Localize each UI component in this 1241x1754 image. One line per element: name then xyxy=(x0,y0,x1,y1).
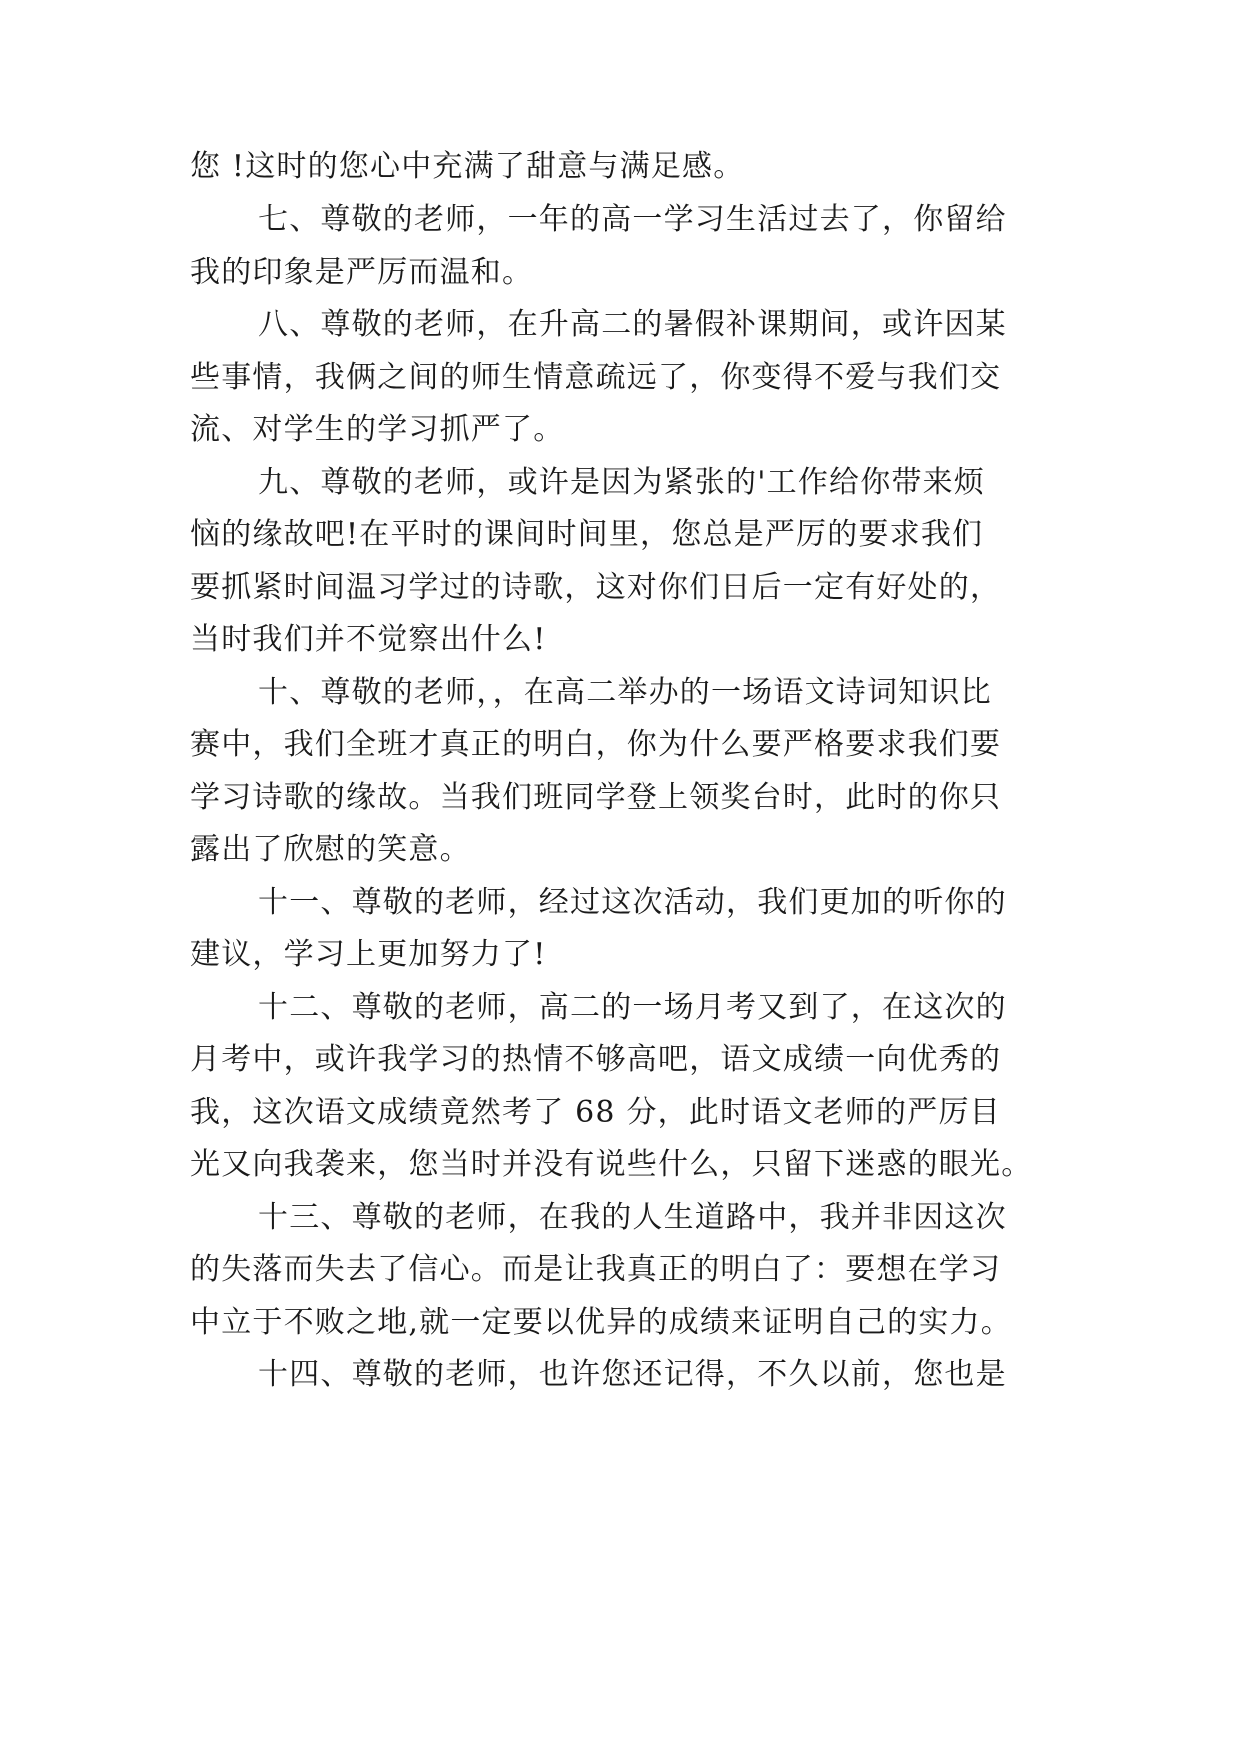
text-line: 当时我们并不觉察出什么! xyxy=(190,622,547,657)
document-page xyxy=(190,0,1060,1754)
paragraph-start: 八、尊敬的老师，在升高二的暑假补课期间，或许因某 xyxy=(258,307,1007,342)
paragraph-start: 十三、尊敬的老师，在我的人生道路中，我并非因这次 xyxy=(258,1200,1007,1235)
paragraph-start: 十一、尊敬的老师，经过这次活动，我们更加的听你的 xyxy=(258,885,1007,920)
paragraph-start: 十二、尊敬的老师，高二的一场月考又到了，在这次的 xyxy=(258,990,1007,1025)
text-line: 些事情，我俩之间的师生情意疏远了，你变得不爱与我们交 xyxy=(190,360,1002,395)
text-line: 中立于不败之地,就一定要以优异的成绩来证明自己的实力。 xyxy=(190,1305,1012,1340)
text-line: 月考中，或许我学习的热情不够高吧，语文成绩一向优秀的 xyxy=(190,1042,1002,1077)
text-line: 光又向我袭来，您当时并没有说些什么，只留下迷惑的眼光。 xyxy=(190,1147,1033,1182)
text-line: 恼的缘故吧!在平时的课间时间里，您总是严厉的要求我们 xyxy=(190,517,984,552)
paragraph-start: 十四、尊敬的老师，也许您还记得，不久以前，您也是 xyxy=(258,1357,1007,1392)
text-line: 学习诗歌的缘故。当我们班同学登上领奖台时，此时的你只 xyxy=(190,780,1002,815)
text-line: 流、对学生的学习抓严了。 xyxy=(190,412,565,447)
paragraph-start: 十、尊敬的老师，，在高二举办的一场语文诗词知识比 xyxy=(258,675,992,710)
text-line: 露出了欣慰的笑意。 xyxy=(190,832,471,867)
text-line: 您 !这时的您心中充满了甜意与满足感。 xyxy=(190,149,745,184)
text-line: 要抓紧时间温习学过的诗歌，这对你们日后一定有好处的， xyxy=(190,570,1002,605)
text-line: 我，这次语文成绩竟然考了 68 分，此时语文老师的严厉目 xyxy=(190,1095,1001,1130)
text-line: 的失落而失去了信心。而是让我真正的明白了：要想在学习 xyxy=(190,1252,1002,1287)
text-line: 建议，学习上更加努力了! xyxy=(190,937,547,972)
text-line: 赛中，我们全班才真正的明白，你为什么要严格要求我们要 xyxy=(190,727,1002,762)
paragraph-start: 九、尊敬的老师，或许是因为紧张的'工作给你带来烦 xyxy=(258,465,986,500)
paragraph-start: 七、尊敬的老师，一年的高一学习生活过去了，你留给 xyxy=(258,202,1007,237)
text-line: 我的印象是严厉而温和。 xyxy=(190,255,534,290)
